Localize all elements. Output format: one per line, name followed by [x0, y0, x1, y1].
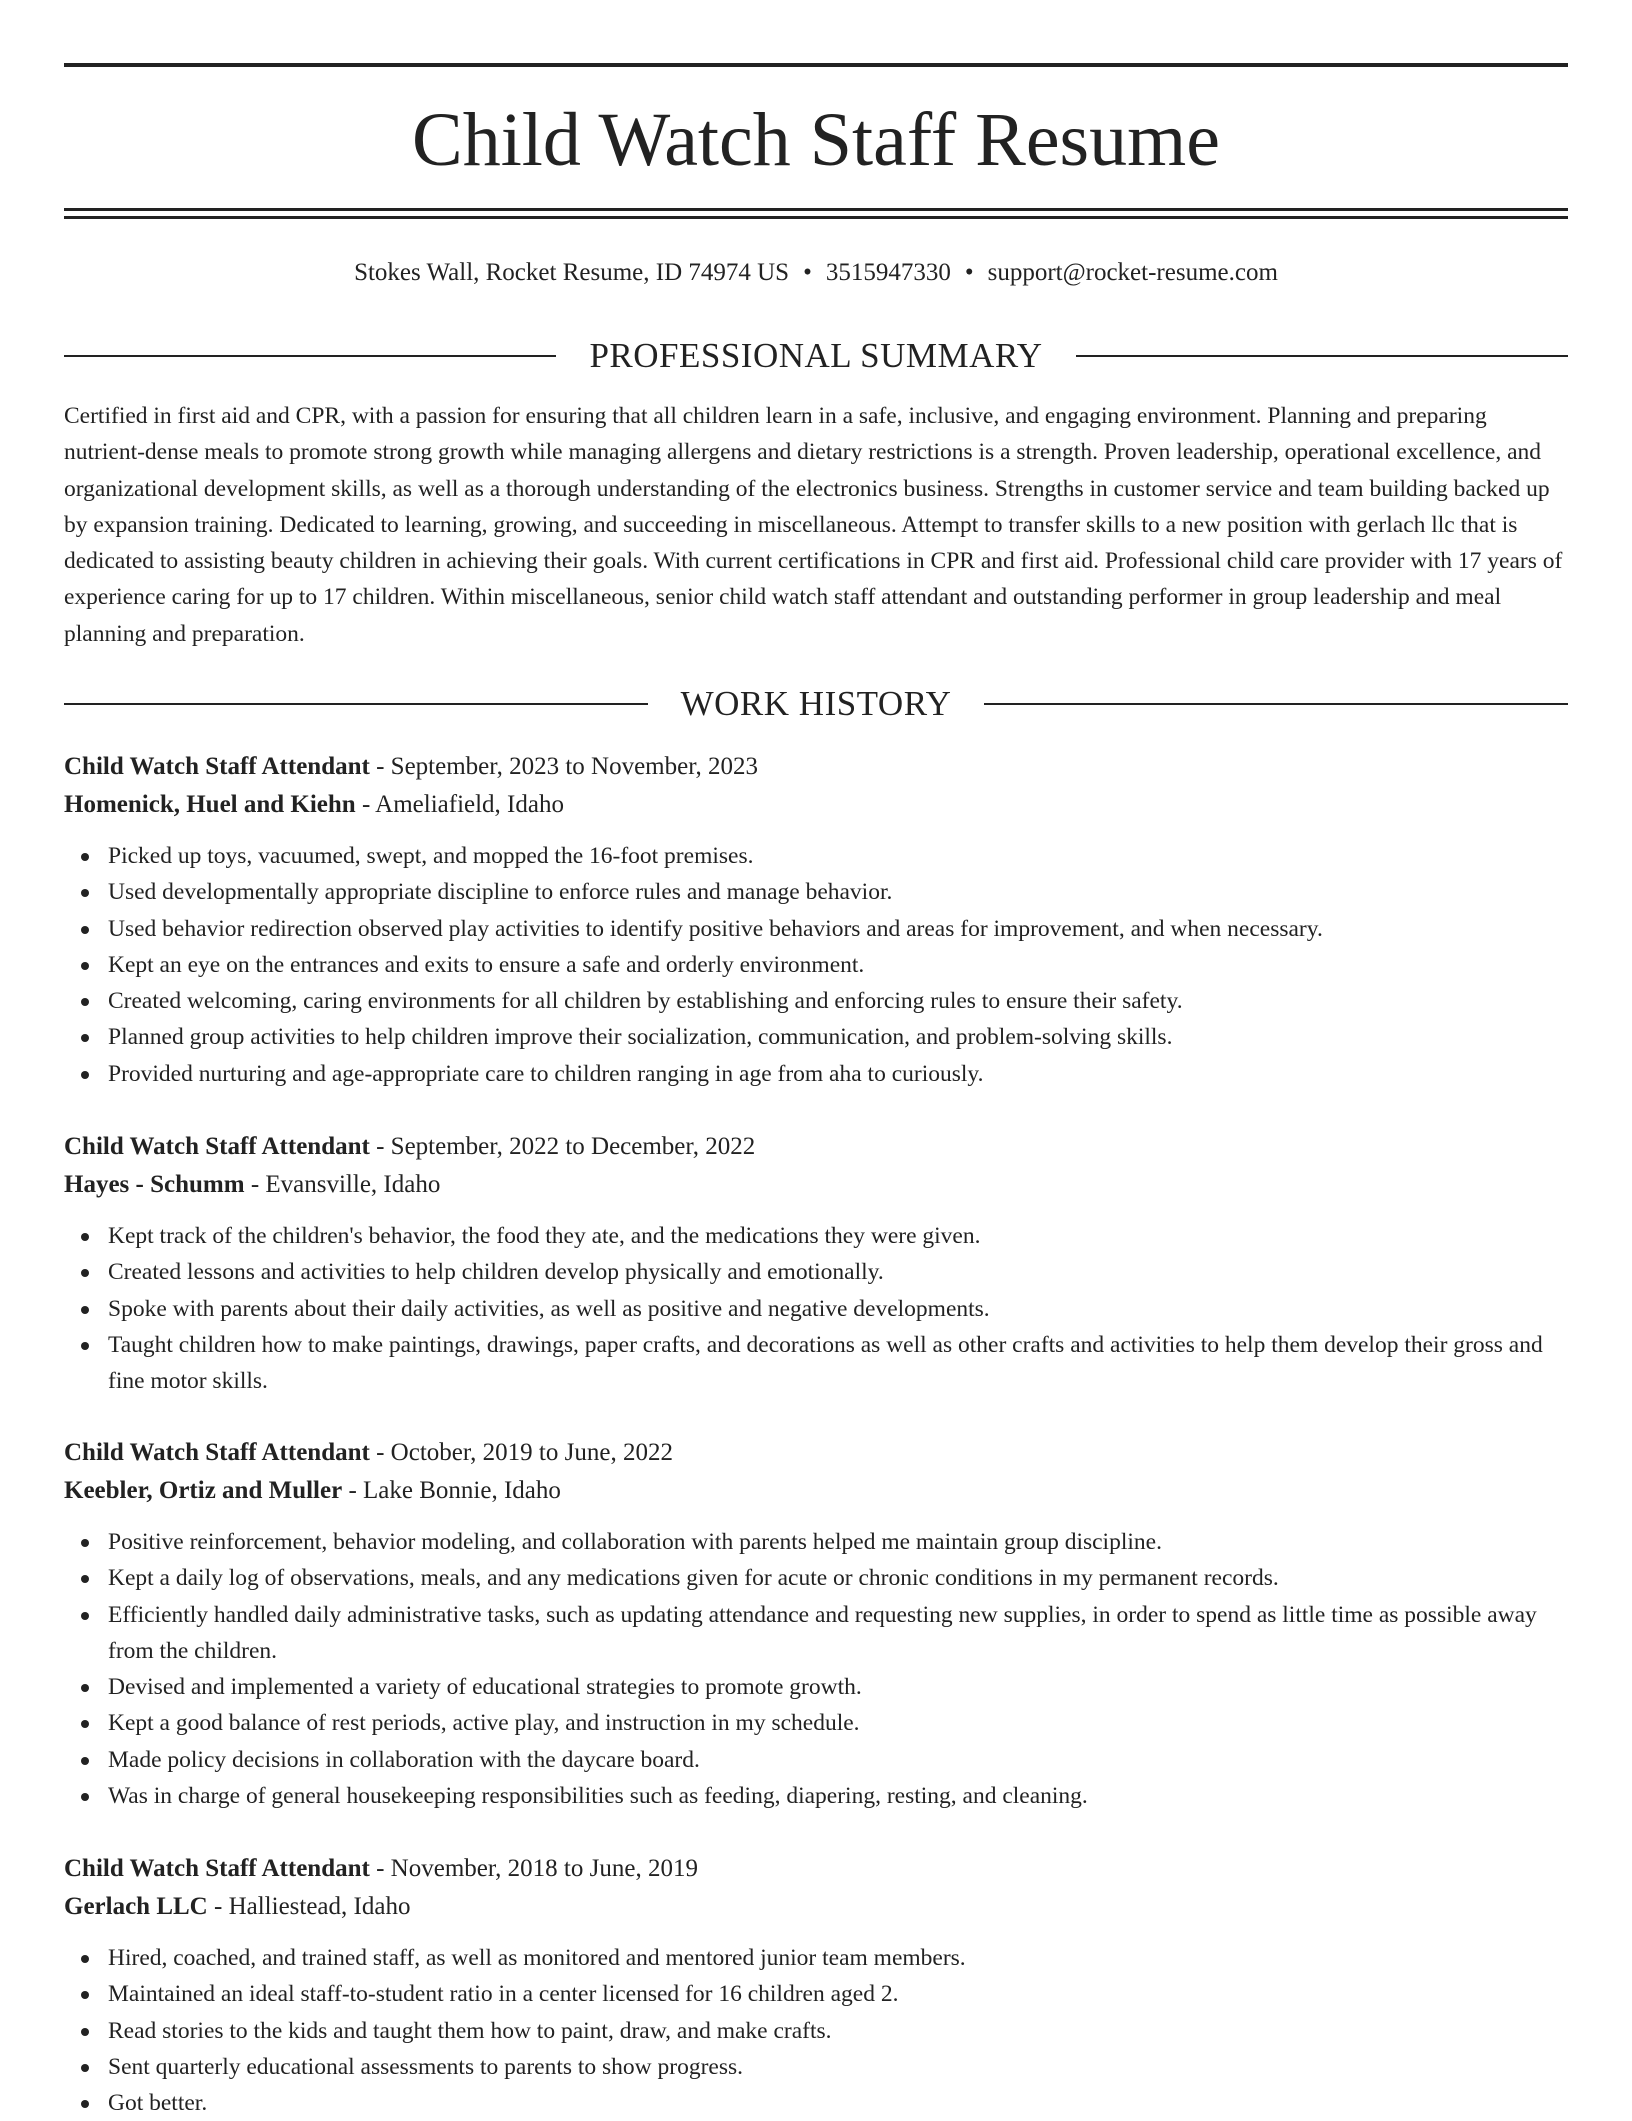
job-bullet: Used behavior redirection observed play activities to identify positive behaviors and areas for improvement, and when necessary.	[64, 911, 1568, 947]
job-bullet: Picked up toys, vacuumed, swept, and mopped the 16-foot premises.	[64, 838, 1568, 874]
job-company-line	[64, 1166, 1568, 1204]
job-entry	[64, 1128, 1568, 1399]
job-bullets	[64, 838, 1568, 1092]
job-title: Child Watch Staff Attendant	[64, 1133, 370, 1160]
job-bullet: Maintained an ideal staff-to-student ratio in a center licensed for 16 children aged 2.	[64, 1976, 1568, 2012]
job-bullet: Read stories to the kids and taught them how to paint, draw, and make crafts.	[64, 2013, 1568, 2049]
job-title-line	[64, 1850, 1568, 1888]
job-location: - Ameliafield, Idaho	[355, 791, 564, 818]
heading-rule-right	[984, 703, 1568, 705]
heading-rule-left	[64, 355, 556, 357]
job-title: Child Watch Staff Attendant	[64, 753, 370, 780]
job-dates: - September, 2023 to November, 2023	[369, 753, 759, 780]
job-bullet: Made policy decisions in collaboration with the daycare board.	[64, 1742, 1568, 1778]
contact-separator: •	[803, 259, 812, 286]
job-location: - Halliestead, Idaho	[207, 1893, 411, 1920]
job-bullet: Used developmentally appropriate discipline to enforce rules and manage behavior.	[64, 874, 1568, 910]
header-top-rule	[64, 63, 1568, 67]
job-bullet: Devised and implemented a variety of educational strategies to promote growth.	[64, 1669, 1568, 1705]
job-bullet: Got better.	[64, 2085, 1568, 2121]
job-entry	[64, 1850, 1568, 2121]
contact-email: support@rocket-resume.com	[987, 259, 1278, 286]
contact-address: Stokes Wall, Rocket Resume, ID 74974 US	[354, 259, 790, 286]
job-company: Gerlach LLC	[64, 1893, 208, 1920]
job-entry	[64, 748, 1568, 1092]
contact-separator: •	[964, 259, 974, 286]
job-bullet: Created welcoming, caring environments for all children by establishing and enforcing rules to ensure their safety.	[64, 983, 1568, 1019]
job-company: Keebler, Ortiz and Muller	[64, 1477, 343, 1504]
job-bullet: Kept a good balance of rest periods, active play, and instruction in my schedule.	[64, 1705, 1568, 1741]
job-bullet: Kept track of the children's behavior, the food they ate, and the medications they were given.	[64, 1218, 1568, 1254]
job-company-line	[64, 1888, 1568, 1926]
job-bullet: Taught children how to make paintings, drawings, paper crafts, and decorations as well as other crafts and activities to help them develop their gross and fine motor skills.	[64, 1327, 1568, 1400]
job-bullet: Provided nurturing and age-appropriate care to children ranging in age from aha to curiously.	[64, 1056, 1568, 1092]
job-bullets	[64, 1940, 1568, 2121]
job-bullet: Sent quarterly educational assessments to parents to show progress.	[64, 2049, 1568, 2085]
job-company: Hayes - Schumm	[64, 1171, 245, 1198]
job-company: Homenick, Huel and Kiehn	[64, 791, 356, 818]
job-bullet: Hired, coached, and trained staff, as well as monitored and mentored junior team members.	[64, 1940, 1568, 1976]
header-bottom-rule-2	[64, 216, 1568, 219]
summary-heading-label: PROFESSIONAL SUMMARY	[589, 336, 1043, 375]
job-dates: - October, 2019 to June, 2022	[369, 1439, 673, 1466]
summary-heading	[64, 334, 1568, 378]
job-bullet: Efficiently handled daily administrative tasks, such as updating attendance and requesting new supplies, in order to spend as little time as possible away from the children.	[64, 1597, 1568, 1670]
header-bottom-rule-1	[64, 208, 1568, 211]
work-history-heading-label: WORK HISTORY	[680, 684, 952, 723]
job-title-line	[64, 748, 1568, 786]
job-location: - Lake Bonnie, Idaho	[342, 1477, 561, 1504]
job-title: Child Watch Staff Attendant	[64, 1439, 370, 1466]
heading-rule-right	[1076, 355, 1568, 357]
job-dates: - November, 2018 to June, 2019	[369, 1855, 698, 1882]
job-bullet: Created lessons and activities to help children develop physically and emotionally.	[64, 1254, 1568, 1290]
job-company-line	[64, 786, 1568, 824]
job-location: - Evansville, Idaho	[244, 1171, 441, 1198]
heading-rule-left	[64, 703, 648, 705]
contact-line	[64, 256, 1568, 290]
job-company-line	[64, 1472, 1568, 1510]
resume-title: Child Watch Staff Resume	[412, 98, 1220, 182]
job-bullets	[64, 1524, 1568, 1814]
job-bullet: Spoke with parents about their daily activities, as well as positive and negative developments.	[64, 1291, 1568, 1327]
job-bullet: Was in charge of general housekeeping responsibilities such as feeding, diapering, resting, and cleaning.	[64, 1778, 1568, 1814]
job-bullet: Kept an eye on the entrances and exits to ensure a safe and orderly environment.	[64, 947, 1568, 983]
work-history-heading	[64, 682, 1568, 726]
job-bullet: Kept a daily log of observations, meals, and any medications given for acute or chronic conditions in my permanent records.	[64, 1560, 1568, 1596]
job-title-line	[64, 1128, 1568, 1166]
job-bullet: Positive reinforcement, behavior modeling, and collaboration with parents helped me maintain group discipline.	[64, 1524, 1568, 1560]
job-entry	[64, 1434, 1568, 1814]
job-title-line	[64, 1434, 1568, 1472]
job-dates: - September, 2022 to December, 2022	[369, 1133, 756, 1160]
summary-text: Certified in first aid and CPR, with a passion for ensuring that all children learn in a safe, inclusive, and engaging environment. Planning and preparing nutrient-dense meals to promote strong growth while managing allergens and dietary restrictions is a strength. Proven leadership, operational excellence, and organizational development skills, as well as a thorough understanding of the electronics business. Strengths in customer service and team building backed up by expansion training. Dedicated to learning, growing, and succeeding in miscellaneous. Attempt to transfer skills to a new position with gerlach llc that is dedicated to assisting beauty children in achieving their goals. With current certifications in CPR and first aid. Professional child care provider with 17 years of experience caring for up to 17 children. Within miscellaneous, senior child watch staff attendant and outstanding performer in group leadership and meal planning and preparation.	[64, 403, 1563, 647]
job-bullets	[64, 1218, 1568, 1399]
job-bullet: Planned group activities to help children improve their socialization, communication, and problem-solving skills.	[64, 1019, 1568, 1055]
job-title: Child Watch Staff Attendant	[64, 1855, 370, 1882]
contact-phone: 3515947330	[825, 259, 951, 286]
